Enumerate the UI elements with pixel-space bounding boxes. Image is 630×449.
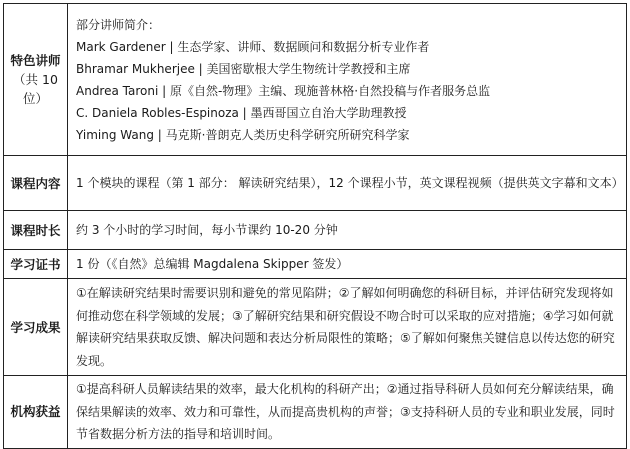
row-benefits	[4, 376, 627, 449]
row-content	[4, 156, 627, 211]
instructor-item: C. Daniela Robles-Espinoza | 墨西哥国立自治大学助理教授	[76, 105, 407, 120]
row-duration	[4, 211, 627, 250]
row-certificate	[4, 250, 627, 279]
label-benefits: 机构获益	[4, 376, 68, 449]
content-instructors	[68, 4, 627, 156]
label-content: 课程内容	[4, 156, 68, 211]
content-benefits	[68, 376, 627, 449]
content-outcomes	[68, 279, 627, 376]
row-instructors	[4, 4, 627, 156]
label-instructors-text: 特色讲师	[10, 53, 61, 68]
label-instructors	[4, 4, 68, 156]
label-instructors-count-end: 位）	[22, 91, 48, 106]
label-outcomes: 学习成果	[4, 279, 68, 376]
content-certificate	[68, 250, 627, 279]
benefits-text: ①提高科研人员解读结果的效率，最大化机构的科研产出；②通过指导科研人员如何充分解读结果，确保结果解读的效率、效力和可靠性，从而提高贵机构的声誉；③支持科研人员的专业和职业发展，同时节省数据分析方法的指导和培训时间。	[76, 382, 615, 441]
certificate-text: 1 份（《自然》总编辑 Magdalena Skipper 签发）	[76, 256, 349, 271]
instructor-item: Yiming Wang | 马克斯·普朗克人类历史科学研究所研究科学家	[76, 127, 410, 142]
course-content-text: 1 个模块的课程（第 1 部分： 解读研究结果），12 个课程小节，英文课程视频（提供英文字幕和文本）	[76, 175, 624, 190]
course-info-table	[3, 3, 627, 449]
duration-text: 约 3 个小时的学习时间，每小节课约 10-20 分钟	[76, 222, 338, 237]
row-outcomes	[4, 279, 627, 376]
content-duration	[68, 211, 627, 250]
instructor-item: Bhramar Mukherjee | 美国密歇根大学生物统计学教授和主席	[76, 61, 411, 76]
content-course-content	[68, 156, 627, 211]
outcomes-text: ①在解读研究结果时需要识别和避免的常见陷阱；②了解如何明确您的科研目标，并评估研究发现将如何推动您在科学领域的发展；③了解研究结果和研究假设不吻合时可以采取的应对措施；④学习如何就解读研究结果获取反馈、解决问题和表达分析局限性的策略；⑤了解如何聚焦关键信息以传达您的研究发现。	[76, 286, 615, 368]
instructor-item: Andrea Taroni | 原《自然-物理》主编、现施普林格·自然投稿与作者服务总监	[76, 83, 491, 98]
instructors-intro: 部分讲师简介：	[76, 17, 161, 32]
label-instructors-count: （共 10	[13, 72, 58, 87]
label-certificate: 学习证书	[4, 250, 68, 279]
label-duration: 课程时长	[4, 211, 68, 250]
instructor-item: Mark Gardener | 生态学家、讲师、数据顾问和数据分析专业作者	[76, 39, 430, 54]
